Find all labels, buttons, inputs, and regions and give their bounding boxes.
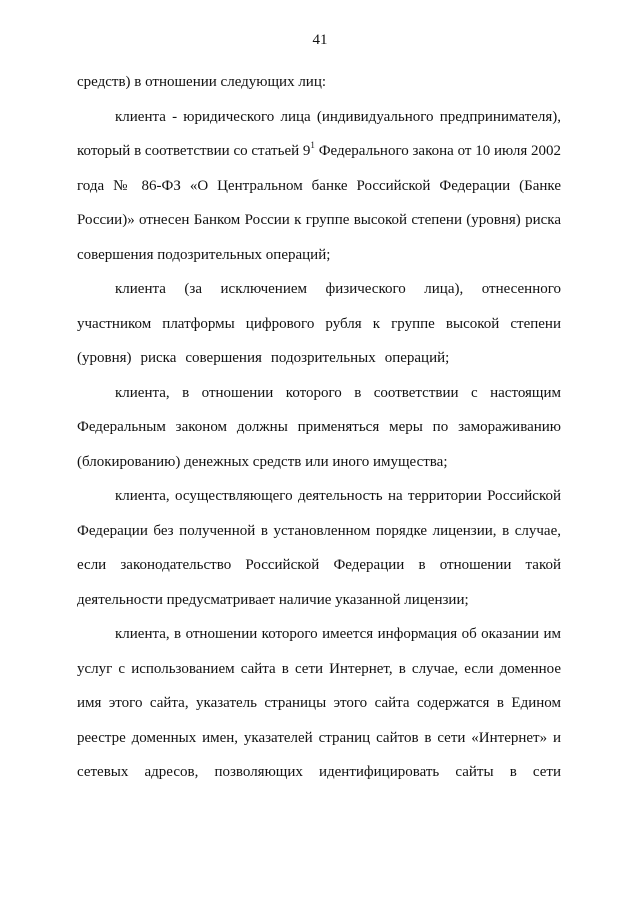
paragraph-continuation: средств) в отношении следующих лиц: <box>77 74 327 90</box>
paragraph-text: Федерального закона от 10 июля 2002 года № 86-ФЗ «О Центральном банке Российской Федерации (Банке России)» отнесен Банком России к группе высокой степени (уровня) риска совершения подозрительных операций; <box>77 143 561 263</box>
paragraph-digital-ruble-client: клиента (за исключением физического лица), отнесенного участником платформы цифрового рубля к группе высокой степени (уровня) риска совершения подозрительных операций; <box>77 281 561 366</box>
paragraph-text: клиента - юридического лица (индивидуального предпринимателя), который в соответствии со статьей 9 <box>77 108 561 159</box>
page-number: 41 <box>312 32 328 48</box>
paragraph-unlicensed-activity-client: клиента, осуществляющего деятельность на территории Российской Федерации без полученной в установленном порядке лицензии, в случае, если законодательство Российской Федерации в отношении такой деятельности предусматривает наличие указанной лицензии; <box>77 488 561 608</box>
paragraph-website-registry-client: клиента, в отношении которого имеется информация об оказании им услуг с использованием сайта в сети Интернет, в случае, если доменное имя этого сайта, указатель страницы этого сайта содержатся в Едином реестре доменных имен, указателей страниц сайтов в сети «Интернет» и сетевых адресов, позволяющих идентифицировать сайты в сети <box>77 626 561 780</box>
paragraph-asset-freeze-client: клиента, в отношении которого в соответствии с настоящим Федеральным законом должны применяться меры по замораживанию (блокированию) денежных средств или иного имущества; <box>77 384 561 470</box>
paragraph-legal-entity-client <box>77 100 561 273</box>
superscript-article-number: 1 <box>310 140 315 150</box>
document-body <box>77 65 561 790</box>
